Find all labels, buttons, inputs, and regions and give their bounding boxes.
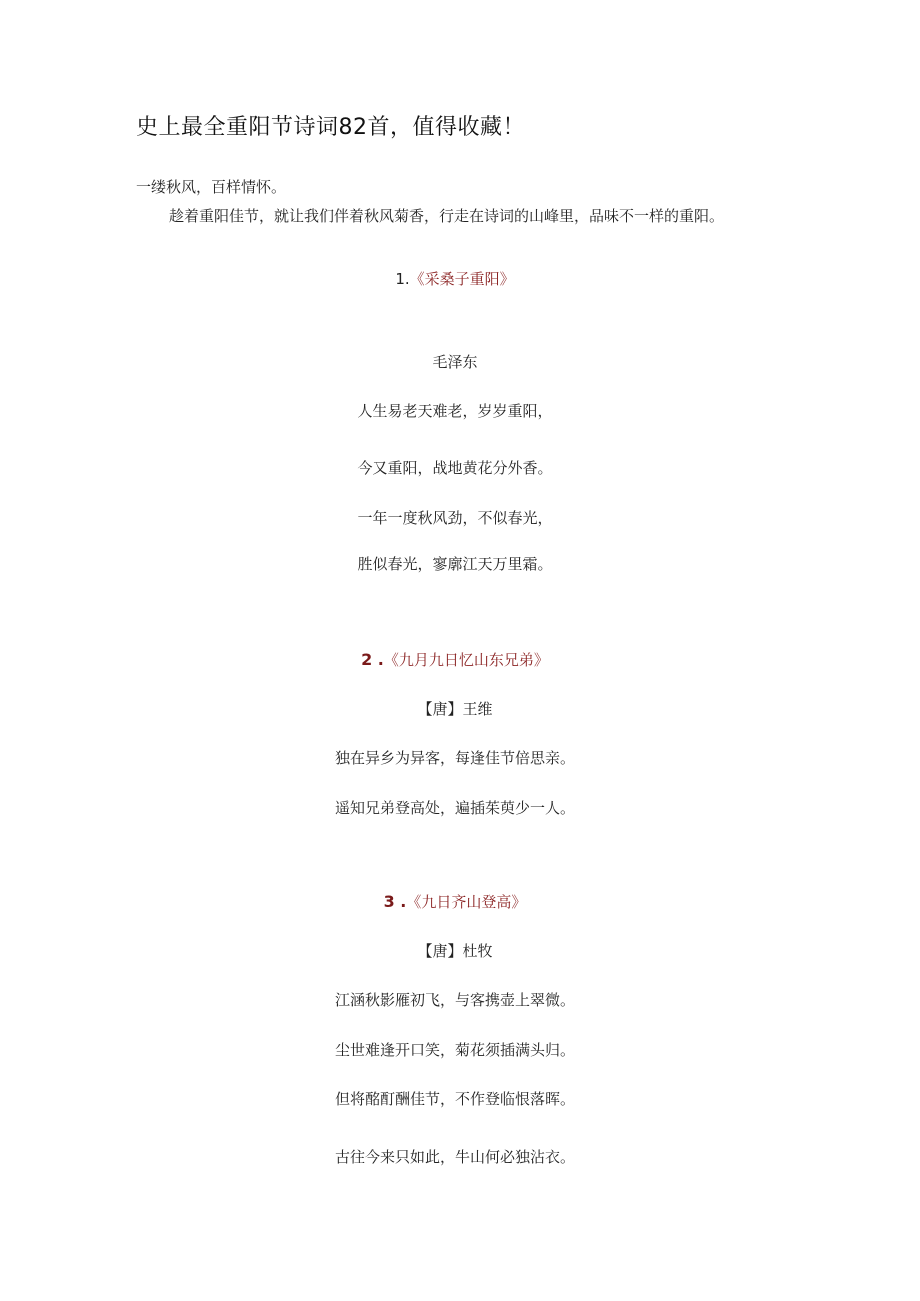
poem-2-line-2: 遥知兄弟登高处，遍插茱萸少一人。 — [334, 799, 575, 817]
poem-1-heading — [0, 268, 910, 290]
poem-2-author: 【唐】王维 — [417, 700, 493, 718]
poem-3-line-1: 江涵秋影雁初飞，与客携壶上翠微。 — [334, 991, 575, 1009]
poem-3-line-3: 但将酩酊酬佳节，不作登临恨落晖。 — [334, 1090, 575, 1108]
poem-1-line-3: 一年一度秋风劲，不似春光， — [357, 509, 553, 527]
poem-3-number: 3 . — [383, 892, 407, 911]
poem-3-title: 《九日齐山登高》 — [406, 893, 527, 911]
document-title: 史上最全重阳节诗词82首，值得收藏！ — [136, 115, 525, 140]
poem-1-title: 《采桑子重阳》 — [409, 270, 515, 288]
poem-1-number: 1. — [395, 270, 410, 288]
intro-line-2: 趁着重阳佳节，就让我们伴着秋风菊香，行走在诗词的山峰里，品味不一样的重阳。 — [169, 207, 725, 225]
poem-2-title: 《九月九日忆山东兄弟》 — [383, 651, 549, 669]
poem-3-line-2: 尘世难逢开口笑，菊花须插满头归。 — [334, 1041, 575, 1059]
poem-1-line-1: 人生易老天难老，岁岁重阳， — [357, 402, 553, 420]
intro-line-1: 一缕秋风，百样情怀。 — [136, 178, 287, 196]
poem-2-number: 2 . — [361, 650, 384, 669]
poem-1-line-2: 今又重阳，战地黄花分外香。 — [357, 459, 553, 477]
poem-1-line-4: 胜似春光，寥廓江天万里霜。 — [357, 555, 553, 573]
poem-2-heading — [0, 649, 910, 671]
poem-1-author: 毛泽东 — [432, 353, 478, 371]
poem-3-author: 【唐】杜牧 — [417, 942, 493, 960]
poem-2-line-1: 独在异乡为异客，每逢佳节倍思亲。 — [334, 749, 575, 767]
poem-3-line-4: 古往今来只如此，牛山何必独沾衣。 — [334, 1148, 575, 1166]
poem-3-heading — [0, 891, 910, 913]
